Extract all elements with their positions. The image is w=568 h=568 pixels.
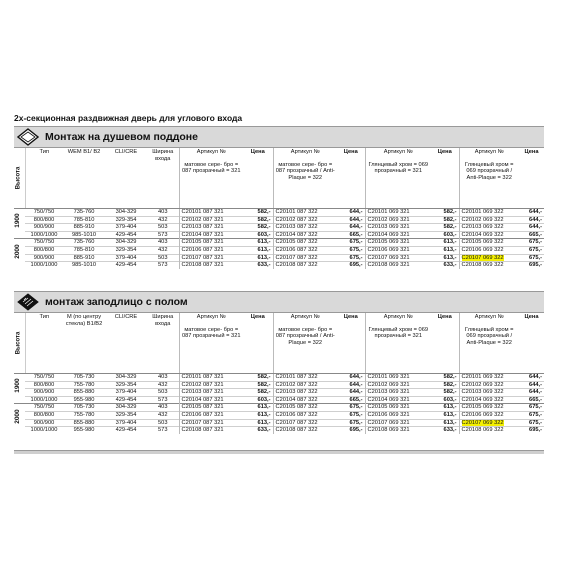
price-cell: 665,- bbox=[337, 231, 365, 239]
price-cell: 613,- bbox=[431, 404, 459, 412]
cli-cell: 329-354 bbox=[105, 216, 147, 224]
width-cell: 432 bbox=[147, 246, 179, 254]
section-shower-tray bbox=[14, 126, 544, 269]
table-row bbox=[14, 239, 544, 247]
article-cell: C20104 069 322 bbox=[459, 396, 519, 404]
price-cell: 675,- bbox=[337, 404, 365, 412]
type-cell: 750/750 bbox=[25, 374, 63, 382]
article-header-1: Артикул № матовое сере- бро = 087 прозрачный = 321 bbox=[179, 148, 243, 209]
price-cell: 644,- bbox=[337, 381, 365, 389]
price-cell: 695,- bbox=[337, 427, 365, 434]
table-row bbox=[14, 209, 544, 217]
price-cell: 613,- bbox=[431, 246, 459, 254]
price-cell: 675,- bbox=[519, 246, 544, 254]
article-cell: C20107 069 321 bbox=[365, 254, 431, 262]
article-cell: C20108 069 321 bbox=[365, 262, 431, 269]
price-cell: 644,- bbox=[337, 216, 365, 224]
price-cell: 613,- bbox=[243, 411, 273, 419]
article-cell: C20107 087 321 bbox=[179, 419, 243, 427]
article-cell: C20106 087 321 bbox=[179, 246, 243, 254]
width-cell: 403 bbox=[147, 374, 179, 382]
table-row bbox=[14, 262, 544, 269]
price-header-4: Цена bbox=[519, 148, 544, 209]
article-cell: C20104 069 321 bbox=[365, 396, 431, 404]
price-cell: 665,- bbox=[519, 231, 544, 239]
article-cell: C20105 069 321 bbox=[365, 404, 431, 412]
width-cell: 432 bbox=[147, 216, 179, 224]
price-cell: 613,- bbox=[243, 246, 273, 254]
type-cell: 1000/1000 bbox=[25, 427, 63, 434]
table-row bbox=[14, 404, 544, 412]
table-row bbox=[14, 246, 544, 254]
article-cell: C20107 087 322 bbox=[273, 254, 337, 262]
price-cell: 644,- bbox=[337, 209, 365, 217]
price-cell: 633,- bbox=[431, 262, 459, 269]
type-cell: 750/750 bbox=[25, 404, 63, 412]
price-cell: 613,- bbox=[431, 419, 459, 427]
price-cell: 675,- bbox=[337, 419, 365, 427]
price-cell: 582,- bbox=[243, 389, 273, 397]
type-cell: 1000/1000 bbox=[25, 396, 63, 404]
article-cell: C20106 069 321 bbox=[365, 411, 431, 419]
price-header-1: Цена bbox=[243, 313, 273, 374]
table-row bbox=[14, 411, 544, 419]
price-cell: 613,- bbox=[431, 411, 459, 419]
article-cell: C20107 087 321 bbox=[179, 254, 243, 262]
section-title: монтаж заподлицо с полом bbox=[45, 296, 188, 308]
price-cell: 644,- bbox=[519, 374, 544, 382]
article-cell: C20105 069 321 bbox=[365, 239, 431, 247]
article-cell: C20104 069 321 bbox=[365, 231, 431, 239]
type-cell: 900/900 bbox=[25, 224, 63, 232]
article-cell: C20108 087 321 bbox=[179, 262, 243, 269]
cli-cell: 379-404 bbox=[105, 254, 147, 262]
article-cell: C20101 087 321 bbox=[179, 209, 243, 217]
article-cell: C20102 087 321 bbox=[179, 216, 243, 224]
cli-cell: 379-404 bbox=[105, 419, 147, 427]
price-cell: 675,- bbox=[519, 419, 544, 427]
wem-cell: 955-980 bbox=[63, 427, 105, 434]
price-cell: 582,- bbox=[431, 374, 459, 382]
width-cell: 403 bbox=[147, 239, 179, 247]
bottom-divider bbox=[14, 450, 544, 454]
price-header-4: Цена bbox=[519, 313, 544, 374]
width-header: Ширина входа bbox=[147, 148, 179, 209]
width-cell: 403 bbox=[147, 209, 179, 217]
price-cell: 675,- bbox=[337, 411, 365, 419]
article-cell: C20102 069 321 bbox=[365, 216, 431, 224]
article-cell: C20101 069 322 bbox=[459, 374, 519, 382]
width-cell: 573 bbox=[147, 396, 179, 404]
price-cell: 644,- bbox=[519, 216, 544, 224]
width-cell: 573 bbox=[147, 427, 179, 434]
article-cell: C20105 087 322 bbox=[273, 239, 337, 247]
price-table bbox=[14, 313, 544, 434]
shower-tray-icon bbox=[17, 128, 39, 146]
article-cell: C20103 087 321 bbox=[179, 389, 243, 397]
article-cell: C20106 069 321 bbox=[365, 246, 431, 254]
type-cell: 800/800 bbox=[25, 216, 63, 224]
article-cell: C20103 069 322 bbox=[459, 224, 519, 232]
article-cell: C20101 069 321 bbox=[365, 374, 431, 382]
article-header-4: Артикул № Глянцевый хром = 069 прозрачный / Anti-Plaque = 322 bbox=[459, 313, 519, 374]
price-cell: 675,- bbox=[337, 246, 365, 254]
type-cell: 900/900 bbox=[25, 389, 63, 397]
cli-cell: 304-329 bbox=[105, 374, 147, 382]
article-cell: C20102 069 322 bbox=[459, 216, 519, 224]
table-row bbox=[14, 427, 544, 434]
cli-cell: 329-354 bbox=[105, 381, 147, 389]
price-cell: 675,- bbox=[337, 254, 365, 262]
type-header: Тип bbox=[25, 313, 63, 374]
article-cell: C20102 087 322 bbox=[273, 216, 337, 224]
highlighted-article: C20107 069 322 bbox=[461, 254, 504, 261]
price-cell: 582,- bbox=[243, 224, 273, 232]
width-cell: 503 bbox=[147, 224, 179, 232]
width-cell: 573 bbox=[147, 231, 179, 239]
cli-cell: 304-329 bbox=[105, 239, 147, 247]
price-cell: 613,- bbox=[431, 254, 459, 262]
type-cell: 900/900 bbox=[25, 254, 63, 262]
price-cell: 633,- bbox=[243, 262, 273, 269]
article-header-1: Артикул № матовое сере- бро = 087 прозрачный = 321 bbox=[179, 313, 243, 374]
article-cell: C20101 087 321 bbox=[179, 374, 243, 382]
price-cell: 665,- bbox=[519, 396, 544, 404]
article-cell: C20105 069 322 bbox=[459, 404, 519, 412]
price-cell: 644,- bbox=[337, 374, 365, 382]
article-header-4: Артикул № Глянцевый хром = 069 прозрачный / Anti-Plaque = 322 bbox=[459, 148, 519, 209]
wem-cell: 735-760 bbox=[63, 239, 105, 247]
type-cell: 750/750 bbox=[25, 239, 63, 247]
price-cell: 582,- bbox=[431, 381, 459, 389]
price-cell: 603,- bbox=[243, 396, 273, 404]
width-cell: 403 bbox=[147, 404, 179, 412]
article-cell: C20103 087 322 bbox=[273, 389, 337, 397]
price-cell: 613,- bbox=[243, 239, 273, 247]
article-cell: C20107 069 321 bbox=[365, 419, 431, 427]
price-cell: 644,- bbox=[337, 224, 365, 232]
table-row bbox=[14, 381, 544, 389]
price-cell: 675,- bbox=[337, 239, 365, 247]
article-cell: C20108 087 322 bbox=[273, 427, 337, 434]
height-group-label: 2000 bbox=[14, 239, 25, 269]
price-cell: 695,- bbox=[519, 427, 544, 434]
cli-cell: 304-329 bbox=[105, 404, 147, 412]
article-header-2: Артикул № матовое сере- бро = 087 прозрачный / Anti-Plaque = 322 bbox=[273, 313, 337, 374]
type-cell: 1000/1000 bbox=[25, 231, 63, 239]
article-cell: C20103 069 321 bbox=[365, 224, 431, 232]
wem-cell: 755-780 bbox=[63, 381, 105, 389]
type-header: Тип bbox=[25, 148, 63, 209]
cli-cell: 379-404 bbox=[105, 224, 147, 232]
article-cell: C20101 087 322 bbox=[273, 209, 337, 217]
article-cell: C20106 087 322 bbox=[273, 246, 337, 254]
price-cell: 644,- bbox=[519, 209, 544, 217]
highlighted-article: C20107 069 322 bbox=[461, 419, 504, 426]
wem-cell: 885-910 bbox=[63, 224, 105, 232]
width-cell: 432 bbox=[147, 411, 179, 419]
price-cell: 582,- bbox=[431, 389, 459, 397]
section-header bbox=[14, 291, 544, 313]
wem-header: WEM B1/ B2 bbox=[63, 148, 105, 209]
price-cell: 644,- bbox=[519, 224, 544, 232]
price-cell: 633,- bbox=[243, 427, 273, 434]
height-group-label: 2000 bbox=[14, 404, 25, 434]
price-cell: 582,- bbox=[243, 374, 273, 382]
cli-cell: 379-404 bbox=[105, 389, 147, 397]
article-cell: C20108 087 322 bbox=[273, 262, 337, 269]
price-cell: 644,- bbox=[337, 389, 365, 397]
article-cell: C20106 087 322 bbox=[273, 411, 337, 419]
width-cell: 432 bbox=[147, 381, 179, 389]
wem-cell: 985-1010 bbox=[63, 262, 105, 269]
article-cell: C20102 069 322 bbox=[459, 381, 519, 389]
section-header bbox=[14, 126, 544, 148]
article-cell: C20106 087 321 bbox=[179, 411, 243, 419]
price-cell: 613,- bbox=[243, 254, 273, 262]
table-row bbox=[14, 374, 544, 382]
article-cell: C20104 087 322 bbox=[273, 231, 337, 239]
price-cell: 675,- bbox=[519, 254, 544, 262]
wem-cell: 755-780 bbox=[63, 411, 105, 419]
wem-cell: 705-730 bbox=[63, 374, 105, 382]
article-cell: C20104 087 322 bbox=[273, 396, 337, 404]
price-cell: 665,- bbox=[337, 396, 365, 404]
article-header-3: Артикул № Глянцевый хром = 069 прозрачный = 321 bbox=[365, 313, 431, 374]
height-group-label: 1900 bbox=[14, 374, 25, 404]
floor-flush-icon bbox=[17, 293, 39, 311]
table-row bbox=[14, 396, 544, 404]
height-column-header: Высота bbox=[14, 313, 25, 374]
price-cell: 675,- bbox=[519, 411, 544, 419]
price-cell: 613,- bbox=[243, 404, 273, 412]
article-cell: C20103 069 322 bbox=[459, 389, 519, 397]
price-header-3: Цена bbox=[431, 148, 459, 209]
table-row bbox=[14, 231, 544, 239]
wem-header: M (по центру стекла) B1/B2 bbox=[63, 313, 105, 374]
price-cell: 582,- bbox=[431, 224, 459, 232]
price-cell: 603,- bbox=[431, 396, 459, 404]
page-title: 2x-секционная раздвижная дверь для углового входа bbox=[14, 113, 243, 123]
cli-cell: 429-454 bbox=[105, 231, 147, 239]
price-cell: 603,- bbox=[431, 231, 459, 239]
height-column-header: Высота bbox=[14, 148, 25, 209]
cli-cell: 429-454 bbox=[105, 262, 147, 269]
type-cell: 1000/1000 bbox=[25, 262, 63, 269]
article-cell: C20105 069 322 bbox=[459, 239, 519, 247]
cli-cell: 429-454 bbox=[105, 427, 147, 434]
wem-cell: 735-760 bbox=[63, 209, 105, 217]
article-cell: C20108 069 322 bbox=[459, 262, 519, 269]
type-cell: 750/750 bbox=[25, 209, 63, 217]
cli-cell: 429-454 bbox=[105, 396, 147, 404]
article-cell bbox=[459, 254, 519, 262]
wem-cell: 705-730 bbox=[63, 404, 105, 412]
article-cell: C20101 087 322 bbox=[273, 374, 337, 382]
price-cell: 644,- bbox=[519, 389, 544, 397]
table-row bbox=[14, 216, 544, 224]
table-row bbox=[14, 389, 544, 397]
article-cell: C20105 087 322 bbox=[273, 404, 337, 412]
width-cell: 503 bbox=[147, 419, 179, 427]
price-cell: 633,- bbox=[431, 427, 459, 434]
wem-cell: 985-1010 bbox=[63, 231, 105, 239]
type-cell: 800/800 bbox=[25, 411, 63, 419]
article-cell: C20101 069 321 bbox=[365, 209, 431, 217]
width-cell: 573 bbox=[147, 262, 179, 269]
width-cell: 503 bbox=[147, 254, 179, 262]
section-floor-flush bbox=[14, 291, 544, 434]
wem-cell: 955-980 bbox=[63, 396, 105, 404]
article-cell: C20105 087 321 bbox=[179, 404, 243, 412]
wem-cell: 855-880 bbox=[63, 419, 105, 427]
article-cell: C20101 069 322 bbox=[459, 209, 519, 217]
price-table bbox=[14, 148, 544, 269]
type-cell: 900/900 bbox=[25, 419, 63, 427]
section-title: Монтаж на душевом поддоне bbox=[45, 131, 198, 143]
cli-cell: 329-354 bbox=[105, 411, 147, 419]
type-cell: 800/800 bbox=[25, 381, 63, 389]
article-header-3: Артикул № Глянцевый хром = 069 прозрачный = 321 bbox=[365, 148, 431, 209]
wem-cell: 785-810 bbox=[63, 216, 105, 224]
price-header-1: Цена bbox=[243, 148, 273, 209]
price-header-2: Цена bbox=[337, 148, 365, 209]
article-cell: C20104 087 321 bbox=[179, 396, 243, 404]
price-cell: 582,- bbox=[243, 209, 273, 217]
article-cell: C20104 069 322 bbox=[459, 231, 519, 239]
price-cell: 695,- bbox=[337, 262, 365, 269]
article-cell: C20102 069 321 bbox=[365, 381, 431, 389]
width-header: Ширина входа bbox=[147, 313, 179, 374]
article-cell: C20107 087 322 bbox=[273, 419, 337, 427]
cli-header: CLI/CRE bbox=[105, 148, 147, 209]
height-group-label: 1900 bbox=[14, 209, 25, 239]
article-cell: C20103 069 321 bbox=[365, 389, 431, 397]
price-cell: 613,- bbox=[243, 419, 273, 427]
type-cell: 800/800 bbox=[25, 246, 63, 254]
cli-cell: 329-354 bbox=[105, 246, 147, 254]
article-cell: C20103 087 322 bbox=[273, 224, 337, 232]
article-cell: C20106 069 322 bbox=[459, 411, 519, 419]
article-cell: C20103 087 321 bbox=[179, 224, 243, 232]
article-header-2: Артикул № матовое сере- бро = 087 прозрачный / Anti-Plaque = 322 bbox=[273, 148, 337, 209]
price-cell: 582,- bbox=[243, 381, 273, 389]
price-header-3: Цена bbox=[431, 313, 459, 374]
cli-header: CLI/CRE bbox=[105, 313, 147, 374]
price-cell: 675,- bbox=[519, 239, 544, 247]
price-cell: 695,- bbox=[519, 262, 544, 269]
price-cell: 603,- bbox=[243, 231, 273, 239]
wem-cell: 855-880 bbox=[63, 389, 105, 397]
article-cell bbox=[459, 419, 519, 427]
article-cell: C20108 087 321 bbox=[179, 427, 243, 434]
width-cell: 503 bbox=[147, 389, 179, 397]
article-cell: C20106 069 322 bbox=[459, 246, 519, 254]
wem-cell: 785-810 bbox=[63, 246, 105, 254]
article-cell: C20105 087 321 bbox=[179, 239, 243, 247]
price-cell: 582,- bbox=[431, 209, 459, 217]
table-row bbox=[14, 254, 544, 262]
price-cell: 644,- bbox=[519, 381, 544, 389]
article-cell: C20104 087 321 bbox=[179, 231, 243, 239]
price-cell: 582,- bbox=[431, 216, 459, 224]
price-cell: 613,- bbox=[431, 239, 459, 247]
price-cell: 675,- bbox=[519, 404, 544, 412]
article-cell: C20108 069 322 bbox=[459, 427, 519, 434]
price-cell: 582,- bbox=[243, 216, 273, 224]
wem-cell: 885-910 bbox=[63, 254, 105, 262]
table-row bbox=[14, 224, 544, 232]
table-row bbox=[14, 419, 544, 427]
article-cell: C20108 069 321 bbox=[365, 427, 431, 434]
price-header-2: Цена bbox=[337, 313, 365, 374]
article-cell: C20102 087 321 bbox=[179, 381, 243, 389]
article-cell: C20102 087 322 bbox=[273, 381, 337, 389]
cli-cell: 304-329 bbox=[105, 209, 147, 217]
